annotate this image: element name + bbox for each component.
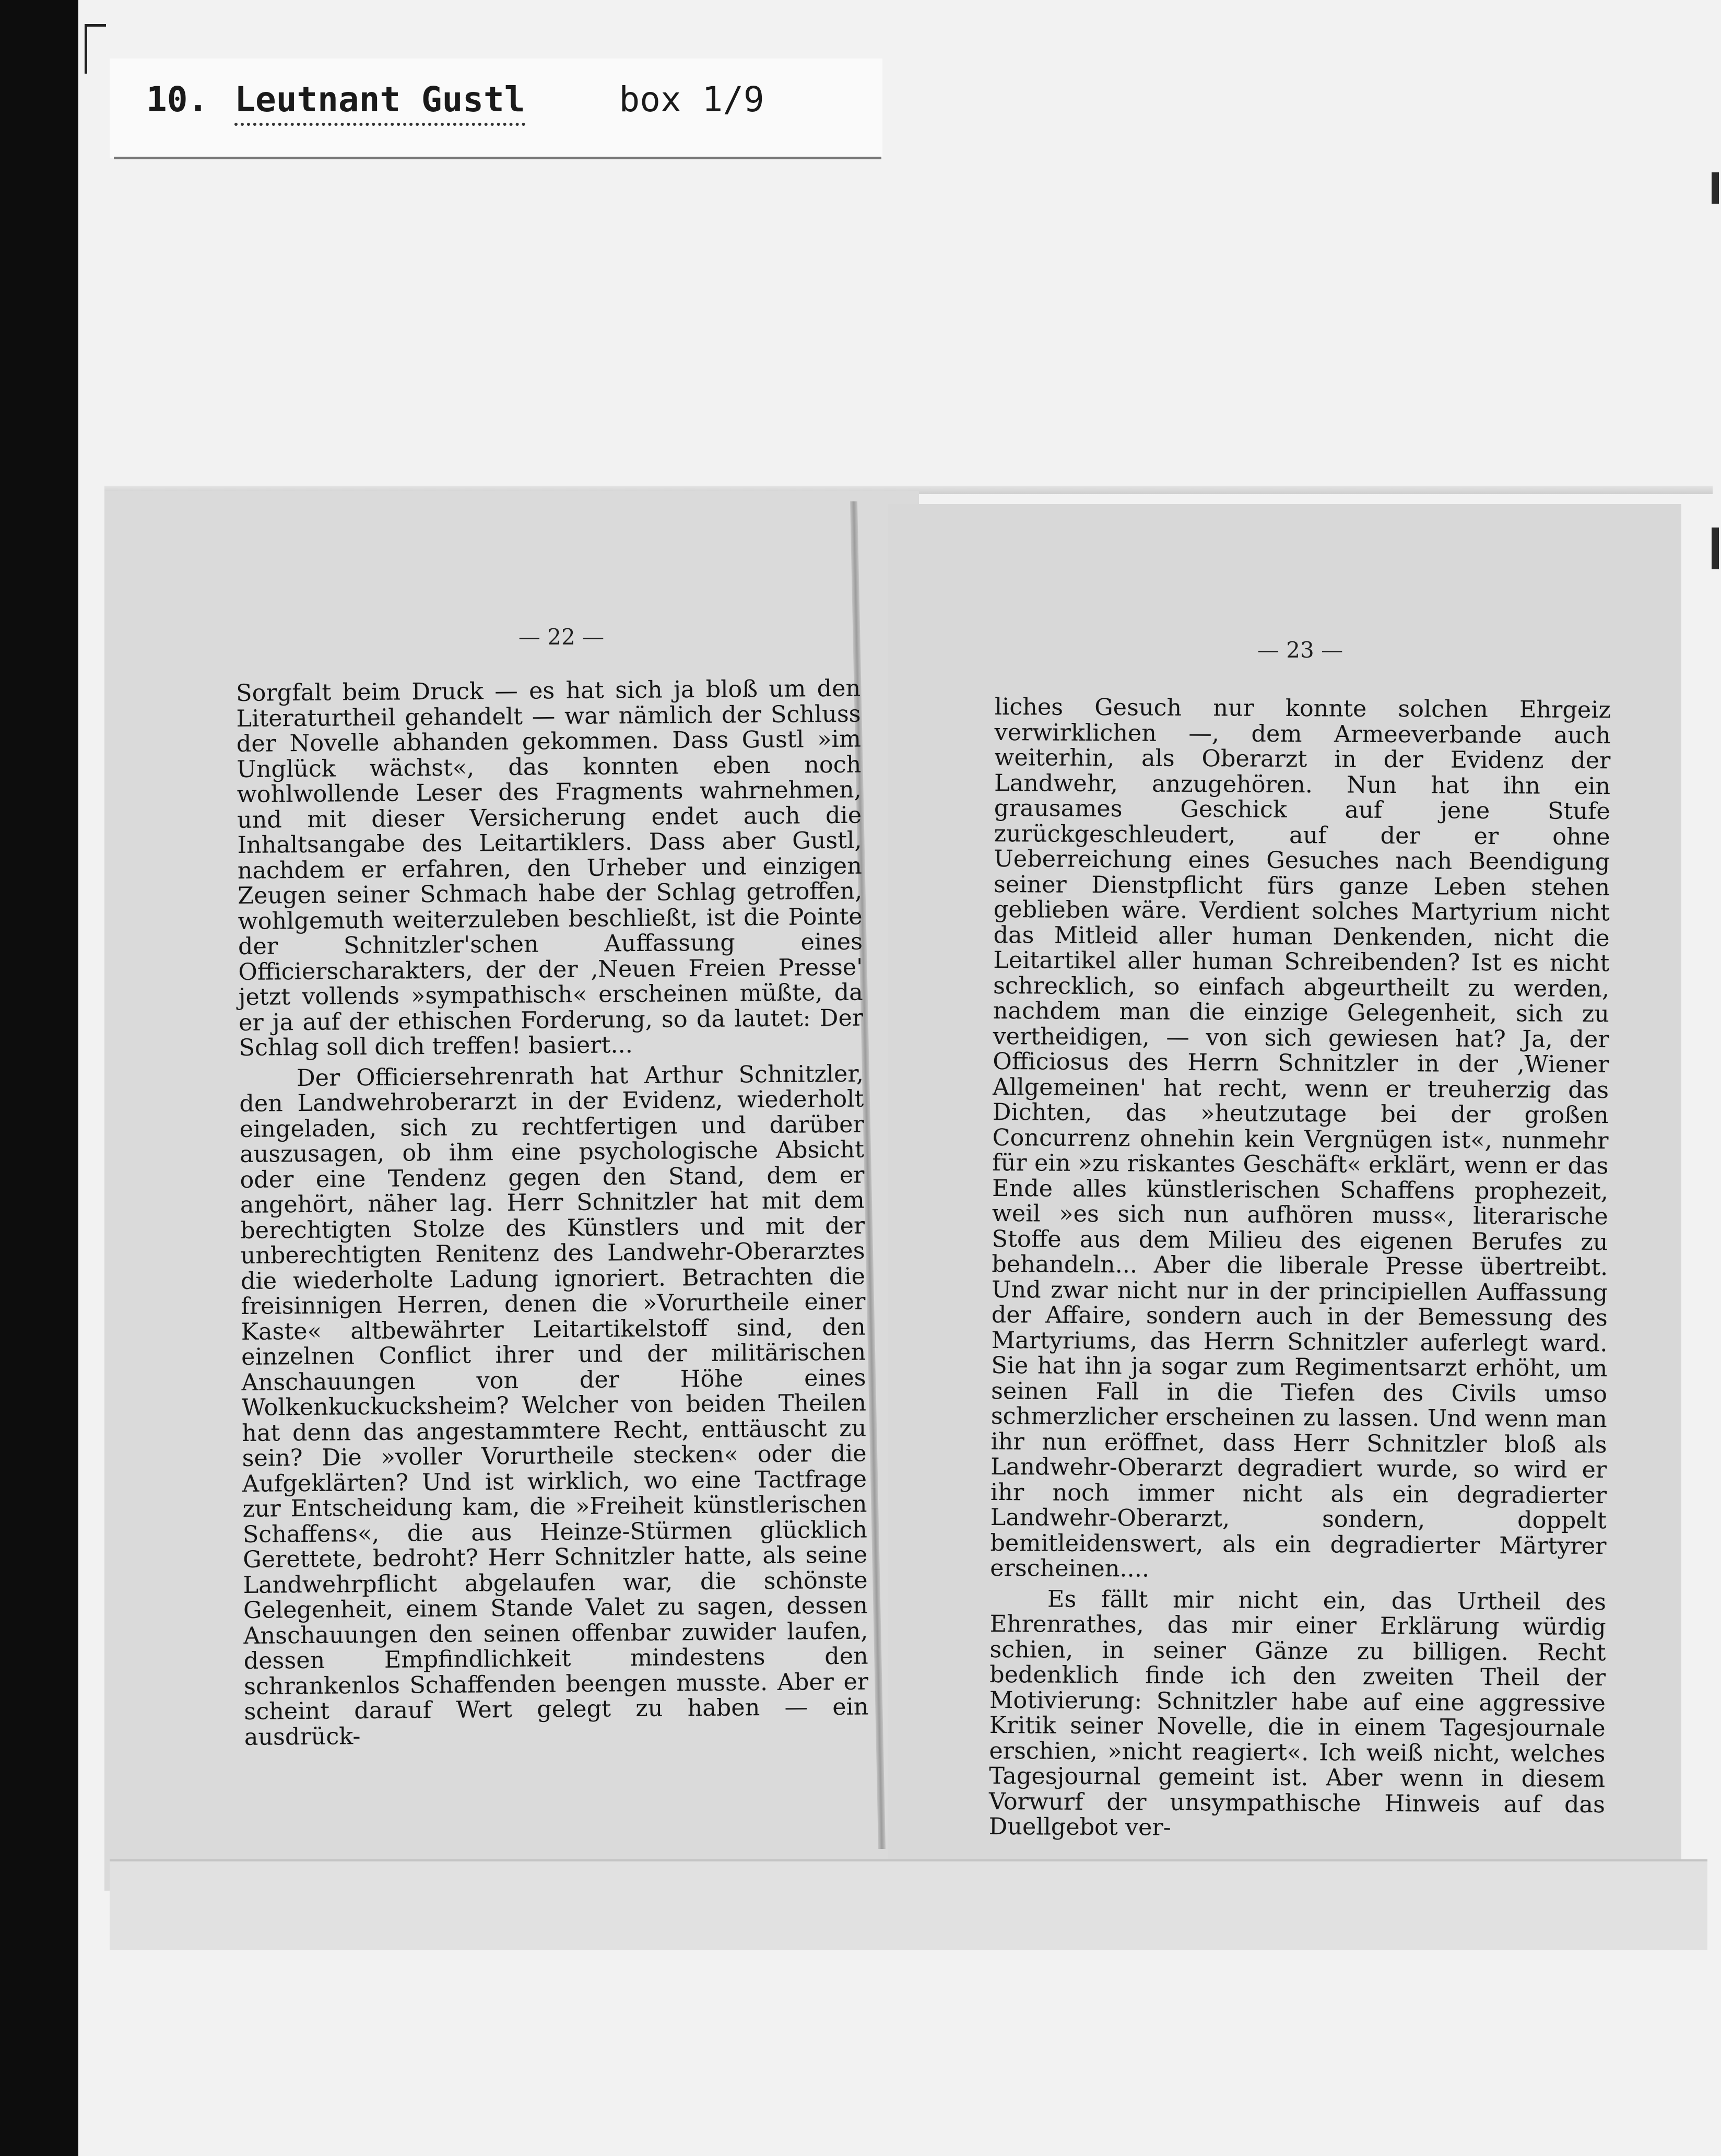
box-label: box 1/9 xyxy=(619,79,764,120)
edge-mark xyxy=(1712,172,1719,204)
archive-label-text xyxy=(146,79,764,120)
page-number-22: — 22 — xyxy=(518,624,605,650)
label-rule xyxy=(114,157,881,159)
document-title: Leutnant Gustl xyxy=(234,79,525,126)
paragraph: liches Gesuch nur konnte solchen Ehrgeiz verwirklichen —, dem Armeeverbande auch weiterhin, als Oberarzt in der Evidenz der Landwehr, anzugehören. Nun hat ihn ein grausames Geschick auf jene Stufe zurückgeschleudert, auf der er ohne Ueberreichung eines Gesuches nach Beendigung seiner Dienstpflicht fürs ganze Leben stehen geblieben wäre. Verdient solches Martyrium nicht das Mitleid aller human Denkenden, nicht die Leitartikel aller human Schreibenden? Ist es nicht schrecklich, so einfach abgeurtheilt zu werden, nachdem man die einzige Gelegenheit, sich zu vertheidigen, — von sich gewiesen hat? Ja, der Officiosus des Herrn Schnitzler in der ‚Wiener Allgemeinen' hat recht, wenn er treuherzig das Dichten, das »heutzutage bei der großen Concurrenz ohnehin kein Vergnügen ist«, nunmehr für ein »zu riskantes Geschäft« erklärt, wenn er das Ende alles künstlerischen Schaffens prophezeit, weil »es sich nun aufhören muss«, literarische Stoffe aus dem Milieu des eigenen Berufes zu behandeln... Aber die liberale Presse übertreibt. Und zwar nicht nur in der principiellen Auffassung der Affaire, sondern auch in der Bemessung des Martyriums, das Herrn Schnitzler auferlegt ward. Sie hat ihn ja sogar zum Regimentsarzt erhöht, um seinen Fall in die Tiefen des Civils umso schmerzlicher erscheinen zu lassen. Und wenn man ihr nun eröffnet, dass Herr Schnitzler bloß als Landwehr-Oberarzt degradiert wurde, so wird er ihr noch immer nicht als ein degradierter Landwehr-Oberarzt, sondern, doppelt bemitleidenswert, als ein degradierter Märtyrer erscheinen.... xyxy=(990,694,1611,1583)
right-page-text xyxy=(989,695,1611,1843)
archive-label xyxy=(110,58,882,158)
underlying-sheet-edge xyxy=(110,1859,1707,1950)
page-number-23: — 23 — xyxy=(1257,637,1343,663)
paragraph: Sorgfalt beim Druck — es hat sich ja bloß um den Literaturtheil gehandelt — war nämlich der Schluss der Novelle abhanden gekommen. Dass Gustl »im Unglück wächst«, das konnten eben noch wohlwollende Leser des Fragments wahrnehmen, und mit dieser Versicherung endet auch die Inhaltsangabe des Leitartiklers. Dass aber Gustl, nachdem er erfahren, den Urheber und einzigen Zeugen seiner Schmach habe der Schlag getroffen, wohlgemuth weiterzuleben beschließt, ist die Pointe der Schnitzler'schen Auffassung eines Officierscharakters, der der ‚Neuen Freien Presse' jetzt vollends »sympathisch« erscheinen müßte, da er ja auf der ethischen Forderung, so da lautet: Der Schlag soll dich treffen! basiert... xyxy=(235,675,864,1061)
paragraph: Es fällt mir nicht ein, das Urtheil des Ehrenrathes, das mir einer Erklärung würdig schien, in seiner Gänze zu billigen. Recht bedenklich finde ich den zweiten Theil der Motivierung: Schnitzler habe auf eine aggressive Kritik seiner Novelle, die in einem Tagesjournale erschien, »nicht reagiert«. Ich weiß nicht, welches Tagesjournal gemeint ist. Aber wenn in diesem Vorwurf der unsympathische Hinweis auf das Duellgebot ver- xyxy=(988,1586,1607,1841)
corner-mark xyxy=(85,24,106,74)
edge-mark xyxy=(1712,528,1719,569)
box-number: 10. xyxy=(146,79,209,120)
paragraph: Der Officiersehrenrath hat Arthur Schnitzler, den Landwehroberarzt in der Evidenz, wiederholt eingeladen, sich zu rechtfertigen und darüber auszusagen, ob ihm eine psychologische Absicht oder eine Tendenz gegen den Stand, dem er angehört, näher lag. Herr Schnitzler hat mit dem berechtigten Stolze des Künstlers und mit der unberechtigten Renitenz des Landwehr-Oberarztes die wiederholte Ladung ignoriert. Betrachten die freisinnigen Herren, denen die »Vorurtheile einer Kaste« altbewährter Leitartikelstoff sind, den einzelnen Conflict ihrer und der militärischen Anschauungen von der Höhe eines Wolkenkuckucksheim? Welcher von beiden Theilen hat denn das angestammtere Recht, enttäuscht zu sein? Die »voller Vorurtheile stecken« oder die Aufgeklärten? Und ist wirklich, wo eine Tactfrage zur Entscheidung kam, die »Freiheit künstlerischen Schaffens«, die aus Heinze-Stürmen glücklich Gerettete, bedroht? Herr Schnitzler hatte, als seine Landwehrpflicht abgelaufen war, die schönste Gelegenheit, einem Stande Valet zu sagen, dessen Anschauungen den seinen offenbar zuwider laufen, dessen Empfindlichkeit mindestens den schrankenlos Schaffenden beengen musste. Aber er scheint darauf Wert gelegt zu haben — ein ausdrück- xyxy=(239,1060,869,1751)
left-page-text xyxy=(236,676,869,1750)
